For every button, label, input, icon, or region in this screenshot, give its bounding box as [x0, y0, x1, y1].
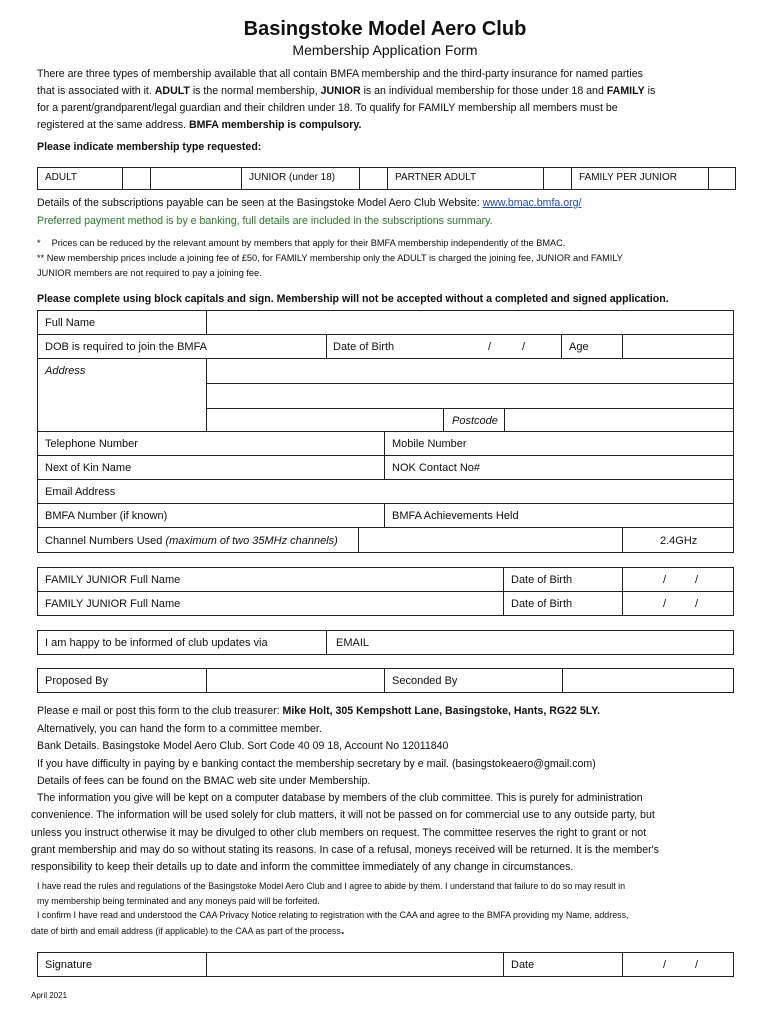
preferred-payment: Preferred payment method is by e banking, full details are included in the subscriptions summary.: [37, 215, 493, 227]
age-input[interactable]: [622, 334, 734, 359]
intro-text: is an individual membership for those under 18 and: [360, 85, 607, 97]
page-subtitle: Membership Application Form: [292, 42, 478, 58]
dob-required-label: DOB is required to join the BMFA: [45, 341, 208, 353]
updates-email-option[interactable]: [326, 630, 734, 655]
proposed-label: Proposed By: [45, 675, 108, 687]
footer-date: April 2021: [31, 991, 68, 1000]
contact-line-3: Bank Details. Basingstoke Model Aero Club. Sort Code 40 09 18, Account No 12011840: [37, 740, 449, 752]
full-name-input[interactable]: [206, 310, 734, 335]
type-family-checkbox[interactable]: [708, 167, 736, 190]
declaration-line-1: I have read the rules and regulations of the Basingstoke Model Aero Club and I agree to abide by them. I understand that failure to do so may result in: [37, 881, 626, 891]
nok-contact-input[interactable]: [384, 455, 734, 480]
type-adult-cell: [37, 167, 123, 190]
intro-paragraph: [37, 66, 737, 134]
family-junior-1-label: FAMILY JUNIOR Full Name: [45, 574, 181, 586]
bmfa-number-label: BMFA Number (if known): [45, 510, 168, 522]
declaration-end: .: [340, 921, 345, 937]
subs-text: Details of the subscriptions payable can be seen at the Basingstoke Model Aero Club Website:: [37, 197, 483, 209]
intro-family: FAMILY: [606, 85, 645, 97]
privacy-line-3: unless you instruct otherwise it may be divulged to other club members on request. The committee reserves the right to grant or not: [31, 826, 647, 839]
signature-label: Signature: [45, 959, 93, 971]
declaration-text: date of birth and email address (if applicable) to the CAA as part of the process: [31, 925, 341, 936]
bmfa-number-input[interactable]: [37, 503, 385, 528]
intro-line-1: There are three types of membership available that all contain BMFA membership and the third-party insurance for named parties: [37, 68, 643, 80]
address-line-2-input[interactable]: [206, 383, 734, 409]
email-label: Email Address: [45, 486, 116, 498]
mobile-label: Mobile Number: [392, 438, 467, 450]
family-dob-label: Date of Birth: [511, 598, 573, 610]
next-of-kin-input[interactable]: [37, 455, 385, 480]
channel-24ghz-cell[interactable]: [622, 527, 734, 553]
postcode-label: Postcode: [452, 415, 498, 427]
channel-35mhz-input[interactable]: [358, 527, 623, 553]
address-label-cell: [37, 358, 207, 432]
intro-compulsory: BMFA membership is compulsory.: [188, 119, 362, 131]
postcode-label-cell: [443, 408, 505, 432]
date-slash: /: [695, 574, 699, 586]
date-slash: /: [663, 574, 667, 586]
date-slash: /: [663, 959, 667, 971]
family-dob-label: Date of Birth: [511, 574, 573, 586]
membership-heading: Please indicate membership type requested:: [37, 141, 262, 153]
proposed-input[interactable]: [206, 668, 385, 693]
dob-input[interactable]: [326, 334, 562, 359]
type-family-label: FAMILY PER JUNIOR: [579, 172, 677, 183]
family-junior-1-dob-label-cell: [503, 567, 623, 592]
age-label-cell: [561, 334, 623, 359]
bmac-website-link[interactable]: www.bmac.bmfa.org/: [482, 197, 582, 209]
type-partner-cell: [387, 167, 544, 190]
contact-line-5: Details of fees can be found on the BMAC web site under Membership.: [37, 775, 371, 787]
full-name-label: Full Name: [45, 317, 96, 329]
next-of-kin-label: Next of Kin Name: [45, 462, 132, 474]
type-adult-label: ADULT: [45, 172, 78, 183]
intro-text: that is associated with it.: [37, 85, 155, 97]
intro-text: is the normal membership,: [189, 85, 321, 97]
treasurer-address: Mike Holt, 305 Kempshott Lane, Basingstoke, Hants, RG22 5LY.: [282, 705, 601, 717]
privacy-line-5: responsibility to keep their details up to date and inform the committee immediately of any change in circumstances.: [31, 861, 574, 874]
privacy-line-2: convenience. The information will be used solely for club matters, it will not be passed on for commercial use to any outside party, but: [31, 809, 655, 822]
dob-required-cell: [37, 334, 327, 359]
intro-text: is: [644, 85, 656, 97]
signature-label-cell: [37, 952, 207, 977]
instructions: Please complete using block capitals and sign. Membership will not be accepted without a completed and signed application.: [37, 293, 669, 305]
age-label: Age: [569, 341, 589, 353]
contact-block: [37, 703, 757, 791]
updates-email-label: EMAIL: [336, 637, 370, 649]
note-2: ** New membership prices include a joining fee of £50, for FAMILY membership only the ADULT is charged the joining fee, JUNIOR and FAMILY: [37, 253, 623, 263]
date-slash: /: [695, 598, 699, 610]
telephone-label: Telephone Number: [45, 438, 138, 450]
channel-label-cell: [37, 527, 359, 553]
nok-contact-label: NOK Contact No#: [392, 462, 481, 474]
email-input[interactable]: [37, 479, 734, 504]
type-partner-label: PARTNER ADULT: [395, 172, 477, 183]
intro-line-2: [37, 83, 737, 100]
contact-line-1: [37, 703, 757, 721]
channel-label: [45, 535, 338, 547]
date-slash: /: [488, 341, 492, 353]
seconded-input[interactable]: [562, 668, 734, 693]
declaration-line-2: my membership being terminated and any moneys paid will be forfeited.: [37, 895, 320, 906]
intro-text: registered at the same address.: [37, 119, 189, 131]
family-junior-1-dob-input[interactable]: [622, 567, 734, 592]
subs-line: [37, 195, 757, 212]
dob-label: Date of Birth: [333, 341, 395, 353]
bmfa-achievements-input[interactable]: [384, 503, 734, 528]
declaration-line-4: [31, 923, 766, 939]
proposed-label-cell: [37, 668, 207, 693]
telephone-input[interactable]: [37, 431, 385, 456]
signature-date-label-cell: [503, 952, 623, 977]
seconded-label: Seconded By: [392, 675, 458, 687]
channel-label-text: Channel Numbers Used: [45, 535, 166, 547]
family-junior-1-input[interactable]: [37, 567, 504, 592]
type-adult-checkbox[interactable]: [122, 167, 151, 190]
type-junior-label: JUNIOR (under 18): [249, 172, 336, 183]
intro-junior: JUNIOR: [320, 85, 361, 97]
ghz-label: 2.4GHz: [660, 535, 698, 547]
note-1-text: Prices can be reduced by the relevant amount by members that apply for their BMFA membership independently of the BMAC.: [51, 238, 566, 248]
signature-date-label: Date: [511, 959, 535, 971]
type-junior-cell: [241, 167, 360, 190]
family-junior-2-input[interactable]: [37, 591, 504, 616]
postcode-input[interactable]: [504, 408, 734, 432]
bmfa-achievements-label: BMFA Achievements Held: [392, 510, 519, 522]
privacy-block: [31, 790, 761, 876]
privacy-line-4: grant membership and may do so without stating its reasons. In case of a refusal, moneys received will be returned. It is the member's: [31, 843, 659, 856]
date-slash: /: [663, 598, 667, 610]
type-family-cell: [571, 167, 709, 190]
type-junior-checkbox[interactable]: [359, 167, 388, 190]
note-1: [37, 236, 757, 251]
signature-input[interactable]: [206, 952, 504, 977]
note-3: JUNIOR members are not required to pay a joining fee.: [37, 268, 262, 278]
declaration-line-3: I confirm I have read and understood the CAA Privacy Notice relating to registration with the CAA and agree to the BMFA providing my Name, address,: [37, 910, 629, 920]
seconded-label-cell: [384, 668, 563, 693]
page-title: Basingstoke Model Aero Club: [243, 18, 527, 40]
address-line-3-input[interactable]: [206, 408, 444, 432]
type-spacer: [150, 167, 242, 190]
updates-label: I am happy to be informed of club updates via: [45, 637, 268, 649]
intro-line-4: [37, 117, 737, 134]
family-junior-2-dob-input[interactable]: [622, 591, 734, 616]
family-junior-2-label: FAMILY JUNIOR Full Name: [45, 598, 181, 610]
date-slash: /: [695, 959, 699, 971]
date-slash: /: [522, 341, 526, 353]
contact-line-2: Alternatively, you can hand the form to a committee member.: [37, 722, 322, 735]
intro-line-3: for a parent/grandparent/legal guardian and their children under 18. To qualify for FAMILY membership all members must be: [37, 102, 618, 114]
channel-note: (maximum of two 35MHz channels): [165, 535, 338, 547]
type-partner-checkbox[interactable]: [543, 167, 572, 190]
privacy-line-1: The information you give will be kept on a computer database by members of the club committee. This is purely for administration: [37, 792, 643, 804]
intro-adult: ADULT: [154, 85, 190, 97]
full-name-label-cell: [37, 310, 207, 335]
address-label: Address: [45, 365, 86, 377]
signature-date-input[interactable]: [622, 952, 734, 977]
address-line-1-input[interactable]: [206, 358, 734, 384]
contact-text: Please e mail or post this form to the club treasurer:: [37, 705, 283, 717]
family-junior-2-dob-label-cell: [503, 591, 623, 616]
contact-line-4: If you have difficulty in paying by e banking contact the membership secretary by e mail. (basingstokeaero@gmail.com): [37, 757, 596, 770]
updates-label-cell: [37, 630, 327, 655]
declaration-block: [31, 879, 766, 938]
mobile-input[interactable]: [384, 431, 734, 456]
note-1-mark: *: [37, 238, 41, 248]
